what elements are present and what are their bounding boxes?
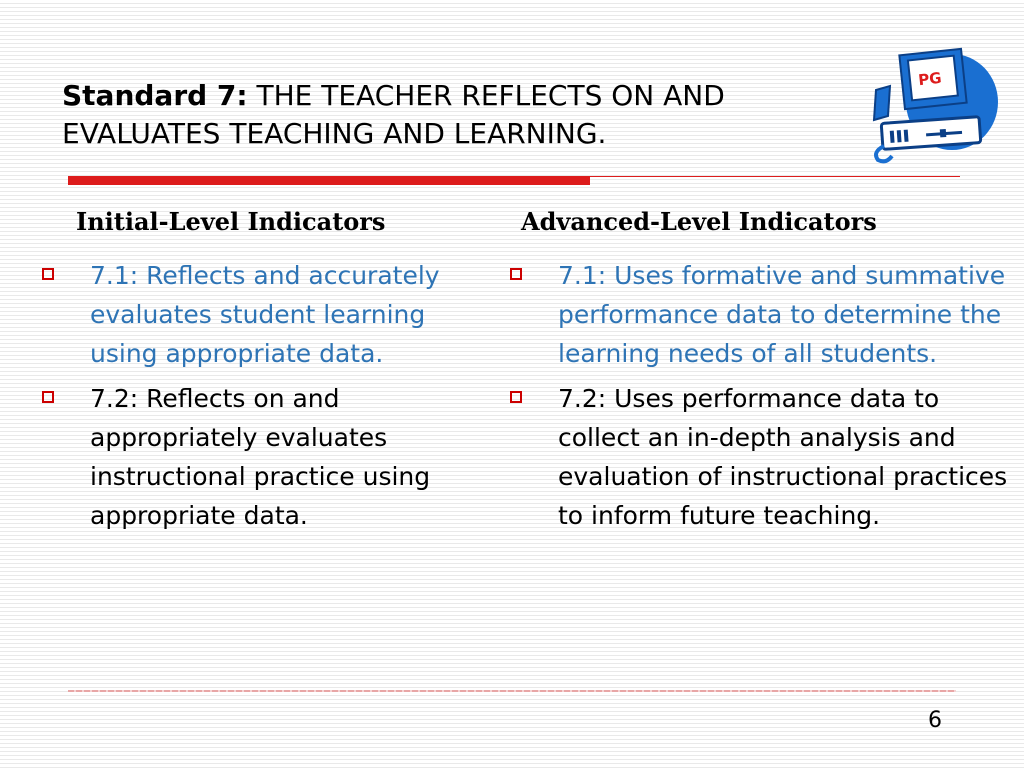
- indicator-text: 7.2: Reflects on and appropriately evaluates instructional practice using appropriate data.: [90, 384, 431, 530]
- list-item: [40, 256, 490, 373]
- list-item: [508, 256, 1008, 373]
- square-bullet-icon: [42, 391, 54, 403]
- title-underline-thin: [590, 176, 960, 177]
- list-item: [508, 379, 1008, 535]
- title-text: THE TEACHER REFLECTS ON AND EVALUATES TEACHING AND LEARNING.: [62, 79, 725, 150]
- title-underline-thick: [68, 176, 590, 185]
- square-bullet-icon: [510, 268, 522, 280]
- initial-level-list: [40, 256, 490, 541]
- logo-label: PG: [917, 68, 943, 90]
- square-bullet-icon: [42, 268, 54, 280]
- list-item: [40, 379, 490, 535]
- slide-title: [62, 77, 842, 153]
- indicator-text: 7.1: Reflects and accurately evaluates student learning using appropriate data.: [90, 261, 440, 368]
- indicator-text: 7.1: Uses formative and summative performance data to determine the learning needs of all students.: [558, 261, 1006, 368]
- advanced-level-list: [508, 256, 1008, 541]
- advanced-level-heading: Advanced-Level Indicators: [521, 207, 877, 236]
- square-bullet-icon: [510, 391, 522, 403]
- initial-level-heading: Initial-Level Indicators: [76, 207, 386, 236]
- indicator-text: 7.2: Uses performance data to collect an in-depth analysis and evaluation of instructional practices to inform future teaching.: [558, 384, 1008, 530]
- title-standard-label: Standard 7:: [62, 79, 248, 112]
- footer-divider: [68, 690, 956, 692]
- page-number: 6: [928, 708, 942, 733]
- computer-icon: [866, 40, 998, 170]
